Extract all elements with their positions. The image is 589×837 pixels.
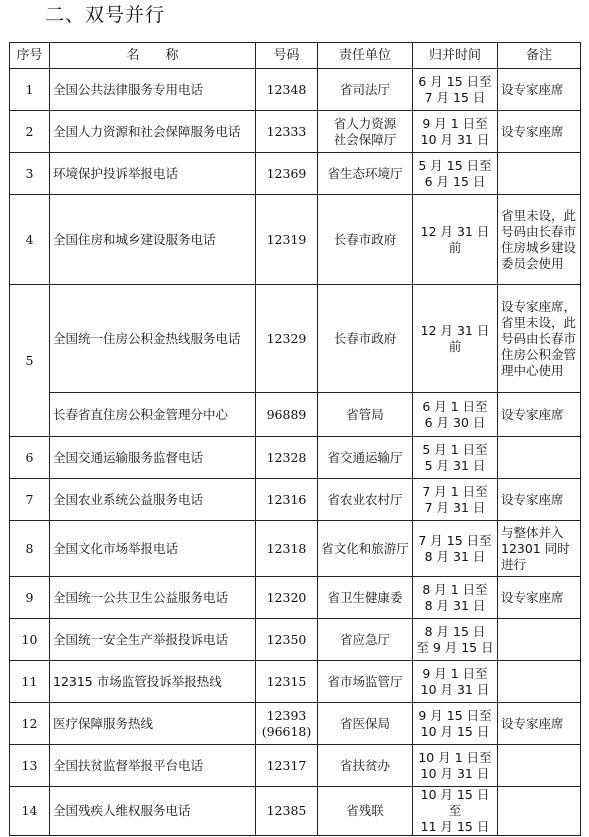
row-number: 12385 (256, 787, 318, 836)
row-number: 12316 (256, 479, 318, 521)
row-number: 12369 (256, 153, 318, 195)
row-unit: 省卫生健康委 (318, 577, 413, 619)
header-note: 备注 (498, 43, 581, 69)
row-name: 医疗保障服务热线 (50, 703, 256, 745)
date-end: 7 月 15 日 (424, 89, 486, 105)
row-seq: 7 (10, 479, 50, 521)
row-number (256, 703, 318, 745)
row-unit: 长春市政府 (318, 195, 413, 285)
row-date (413, 111, 498, 153)
row-name: 全国住房和城乡建设服务电话 (50, 195, 256, 285)
date-end: 10 月 15 日 (420, 723, 490, 739)
row-name: 全国统一安全生产举报投诉电话 (50, 619, 256, 661)
date-start: 10 月 1 日至 (418, 749, 492, 765)
row-seq: 12 (10, 703, 50, 745)
table-row (10, 479, 581, 521)
table-row (10, 619, 581, 661)
row-number: 12315 (256, 661, 318, 703)
row-note: 设专家座席，省里未设，此号码由长春市住房公积金管理中心使用 (498, 285, 581, 393)
date-start: 9 月 1 日至 (422, 665, 488, 681)
table-row (10, 69, 581, 111)
table-row (10, 285, 581, 393)
row-name: 全国人力资源和社会保障服务电话 (50, 111, 256, 153)
row-date (413, 661, 498, 703)
row-unit: 省残联 (318, 787, 413, 836)
unit-line: 省人力资源 (333, 115, 397, 131)
row-note (498, 153, 581, 195)
date-start: 5 月 15 日至 (418, 157, 492, 173)
row-note (498, 661, 581, 703)
row-seq: 1 (10, 69, 50, 111)
row-note (498, 745, 581, 787)
row-seq: 9 (10, 577, 50, 619)
row-seq: 10 (10, 619, 50, 661)
table-row (10, 153, 581, 195)
row-date (413, 393, 498, 437)
row-seq: 2 (10, 111, 50, 153)
row-seq: 5 (10, 285, 50, 437)
row-unit: 省生态环境厅 (318, 153, 413, 195)
row-name: 全国公共法律服务专用电话 (50, 69, 256, 111)
table-row (10, 437, 581, 479)
row-note: 设专家座席 (498, 577, 581, 619)
row-note: 设专家座席 (498, 111, 581, 153)
row-number: 12329 (256, 285, 318, 393)
row-date (413, 437, 498, 479)
row-name: 长春省直住房公积金管理分中心 (50, 393, 256, 437)
number-line: (96618) (261, 723, 312, 739)
date-start: 7 月 15 日至 (418, 532, 492, 548)
row-date (413, 521, 498, 577)
row-number: 12350 (256, 619, 318, 661)
row-unit: 省市场监管厅 (318, 661, 413, 703)
row-name: 环境保护投诉举报电话 (50, 153, 256, 195)
row-unit: 省管局 (318, 393, 413, 437)
date-end: 10 月 31 日 (420, 765, 490, 781)
table-row (10, 521, 581, 577)
row-number: 12328 (256, 437, 318, 479)
unit-line: 社会保障厅 (333, 131, 397, 147)
date-start: 10 月 15 日至 (420, 787, 490, 818)
header-unit: 责任单位 (318, 43, 413, 69)
header-date: 归并时间 (413, 43, 498, 69)
row-date (413, 153, 498, 195)
date-end: 5 月 31 日 (424, 457, 486, 473)
row-note (498, 437, 581, 479)
row-name: 12315 市场监管投诉举报热线 (50, 661, 256, 703)
section-title: 二、双号并行 (45, 4, 166, 26)
row-name: 全国统一公共卫生公益服务电话 (50, 577, 256, 619)
date-start: 8 月 15 日 (424, 623, 486, 639)
header-number: 号码 (256, 43, 318, 69)
date-start: 5 月 1 日至 (422, 441, 488, 457)
row-unit: 省医保局 (318, 703, 413, 745)
row-unit: 省农业农村厅 (318, 479, 413, 521)
row-seq: 4 (10, 195, 50, 285)
row-note: 省里未设，此号码由长春市住房城乡建设委员会使用 (498, 195, 581, 285)
row-unit: 省扶贫办 (318, 745, 413, 787)
row-seq: 3 (10, 153, 50, 195)
date-end: 10 月 31 日 (420, 131, 490, 147)
row-note: 设专家座席 (498, 479, 581, 521)
row-note: 设专家座席 (498, 703, 581, 745)
table-row (10, 787, 581, 836)
row-date (413, 745, 498, 787)
row-date: 12 月 31 日前 (413, 285, 498, 393)
row-number: 12318 (256, 521, 318, 577)
row-seq: 6 (10, 437, 50, 479)
date-start: 7 月 1 日至 (422, 483, 488, 499)
row-number: 12333 (256, 111, 318, 153)
row-unit (318, 111, 413, 153)
date-end: 10 月 31 日 (420, 681, 490, 697)
date-start: 9 月 1 日至 (422, 115, 488, 131)
row-note (498, 619, 581, 661)
date-end: 至 9 月 15 日 (416, 639, 494, 655)
row-unit: 省应急厅 (318, 619, 413, 661)
date-end: 7 月 31 日 (424, 499, 486, 515)
row-note: 设专家座席 (498, 69, 581, 111)
row-number: 12348 (256, 69, 318, 111)
row-seq: 14 (10, 787, 50, 836)
table-row (10, 195, 581, 285)
row-date (413, 787, 498, 836)
row-note (498, 787, 581, 836)
row-seq: 8 (10, 521, 50, 577)
table-row (10, 577, 581, 619)
row-name: 全国交通运输服务监督电话 (50, 437, 256, 479)
row-date (413, 619, 498, 661)
row-name: 全国统一住房公积金热线服务电话 (50, 285, 256, 393)
table-header-row (10, 43, 581, 69)
hotline-table (9, 42, 581, 836)
row-number: 12317 (256, 745, 318, 787)
row-number: 12320 (256, 577, 318, 619)
row-name: 全国文化市场举报电话 (50, 521, 256, 577)
row-seq: 11 (10, 661, 50, 703)
row-date: 12 月 31 日前 (413, 195, 498, 285)
row-unit: 长春市政府 (318, 285, 413, 393)
row-unit: 省司法厅 (318, 69, 413, 111)
header-seq: 序号 (10, 43, 50, 69)
row-date (413, 479, 498, 521)
date-end: 8 月 31 日 (424, 548, 486, 564)
date-end: 11 月 15 日 (420, 819, 490, 834)
header-name: 名 称 (50, 43, 256, 69)
row-name: 全国农业系统公益服务电话 (50, 479, 256, 521)
table-row (10, 111, 581, 153)
date-start: 6 月 15 日至 (418, 73, 492, 89)
row-seq: 13 (10, 745, 50, 787)
date-end: 6 月 30 日 (424, 414, 486, 430)
table-row (10, 393, 581, 437)
date-start: 9 月 15 日至 (418, 707, 492, 723)
row-date (413, 577, 498, 619)
row-number: 12319 (256, 195, 318, 285)
row-date (413, 703, 498, 745)
row-date (413, 69, 498, 111)
table-row (10, 703, 581, 745)
date-end: 8 月 31 日 (424, 597, 486, 613)
row-unit: 省文化和旅游厅 (318, 521, 413, 577)
row-name: 全国扶贫监督举报平台电话 (50, 745, 256, 787)
row-name: 全国残疾人维权服务电话 (50, 787, 256, 836)
date-end: 6 月 15 日 (424, 173, 486, 189)
row-unit: 省交通运输厅 (318, 437, 413, 479)
row-number: 96889 (256, 393, 318, 437)
table-row (10, 745, 581, 787)
date-start: 8 月 1 日至 (422, 581, 488, 597)
number-line: 12393 (266, 707, 307, 723)
date-start: 6 月 1 日至 (422, 398, 488, 414)
row-note: 与整体并入 12301 同时进行 (498, 521, 581, 577)
table-row (10, 661, 581, 703)
row-note: 设专家座席 (498, 393, 581, 437)
